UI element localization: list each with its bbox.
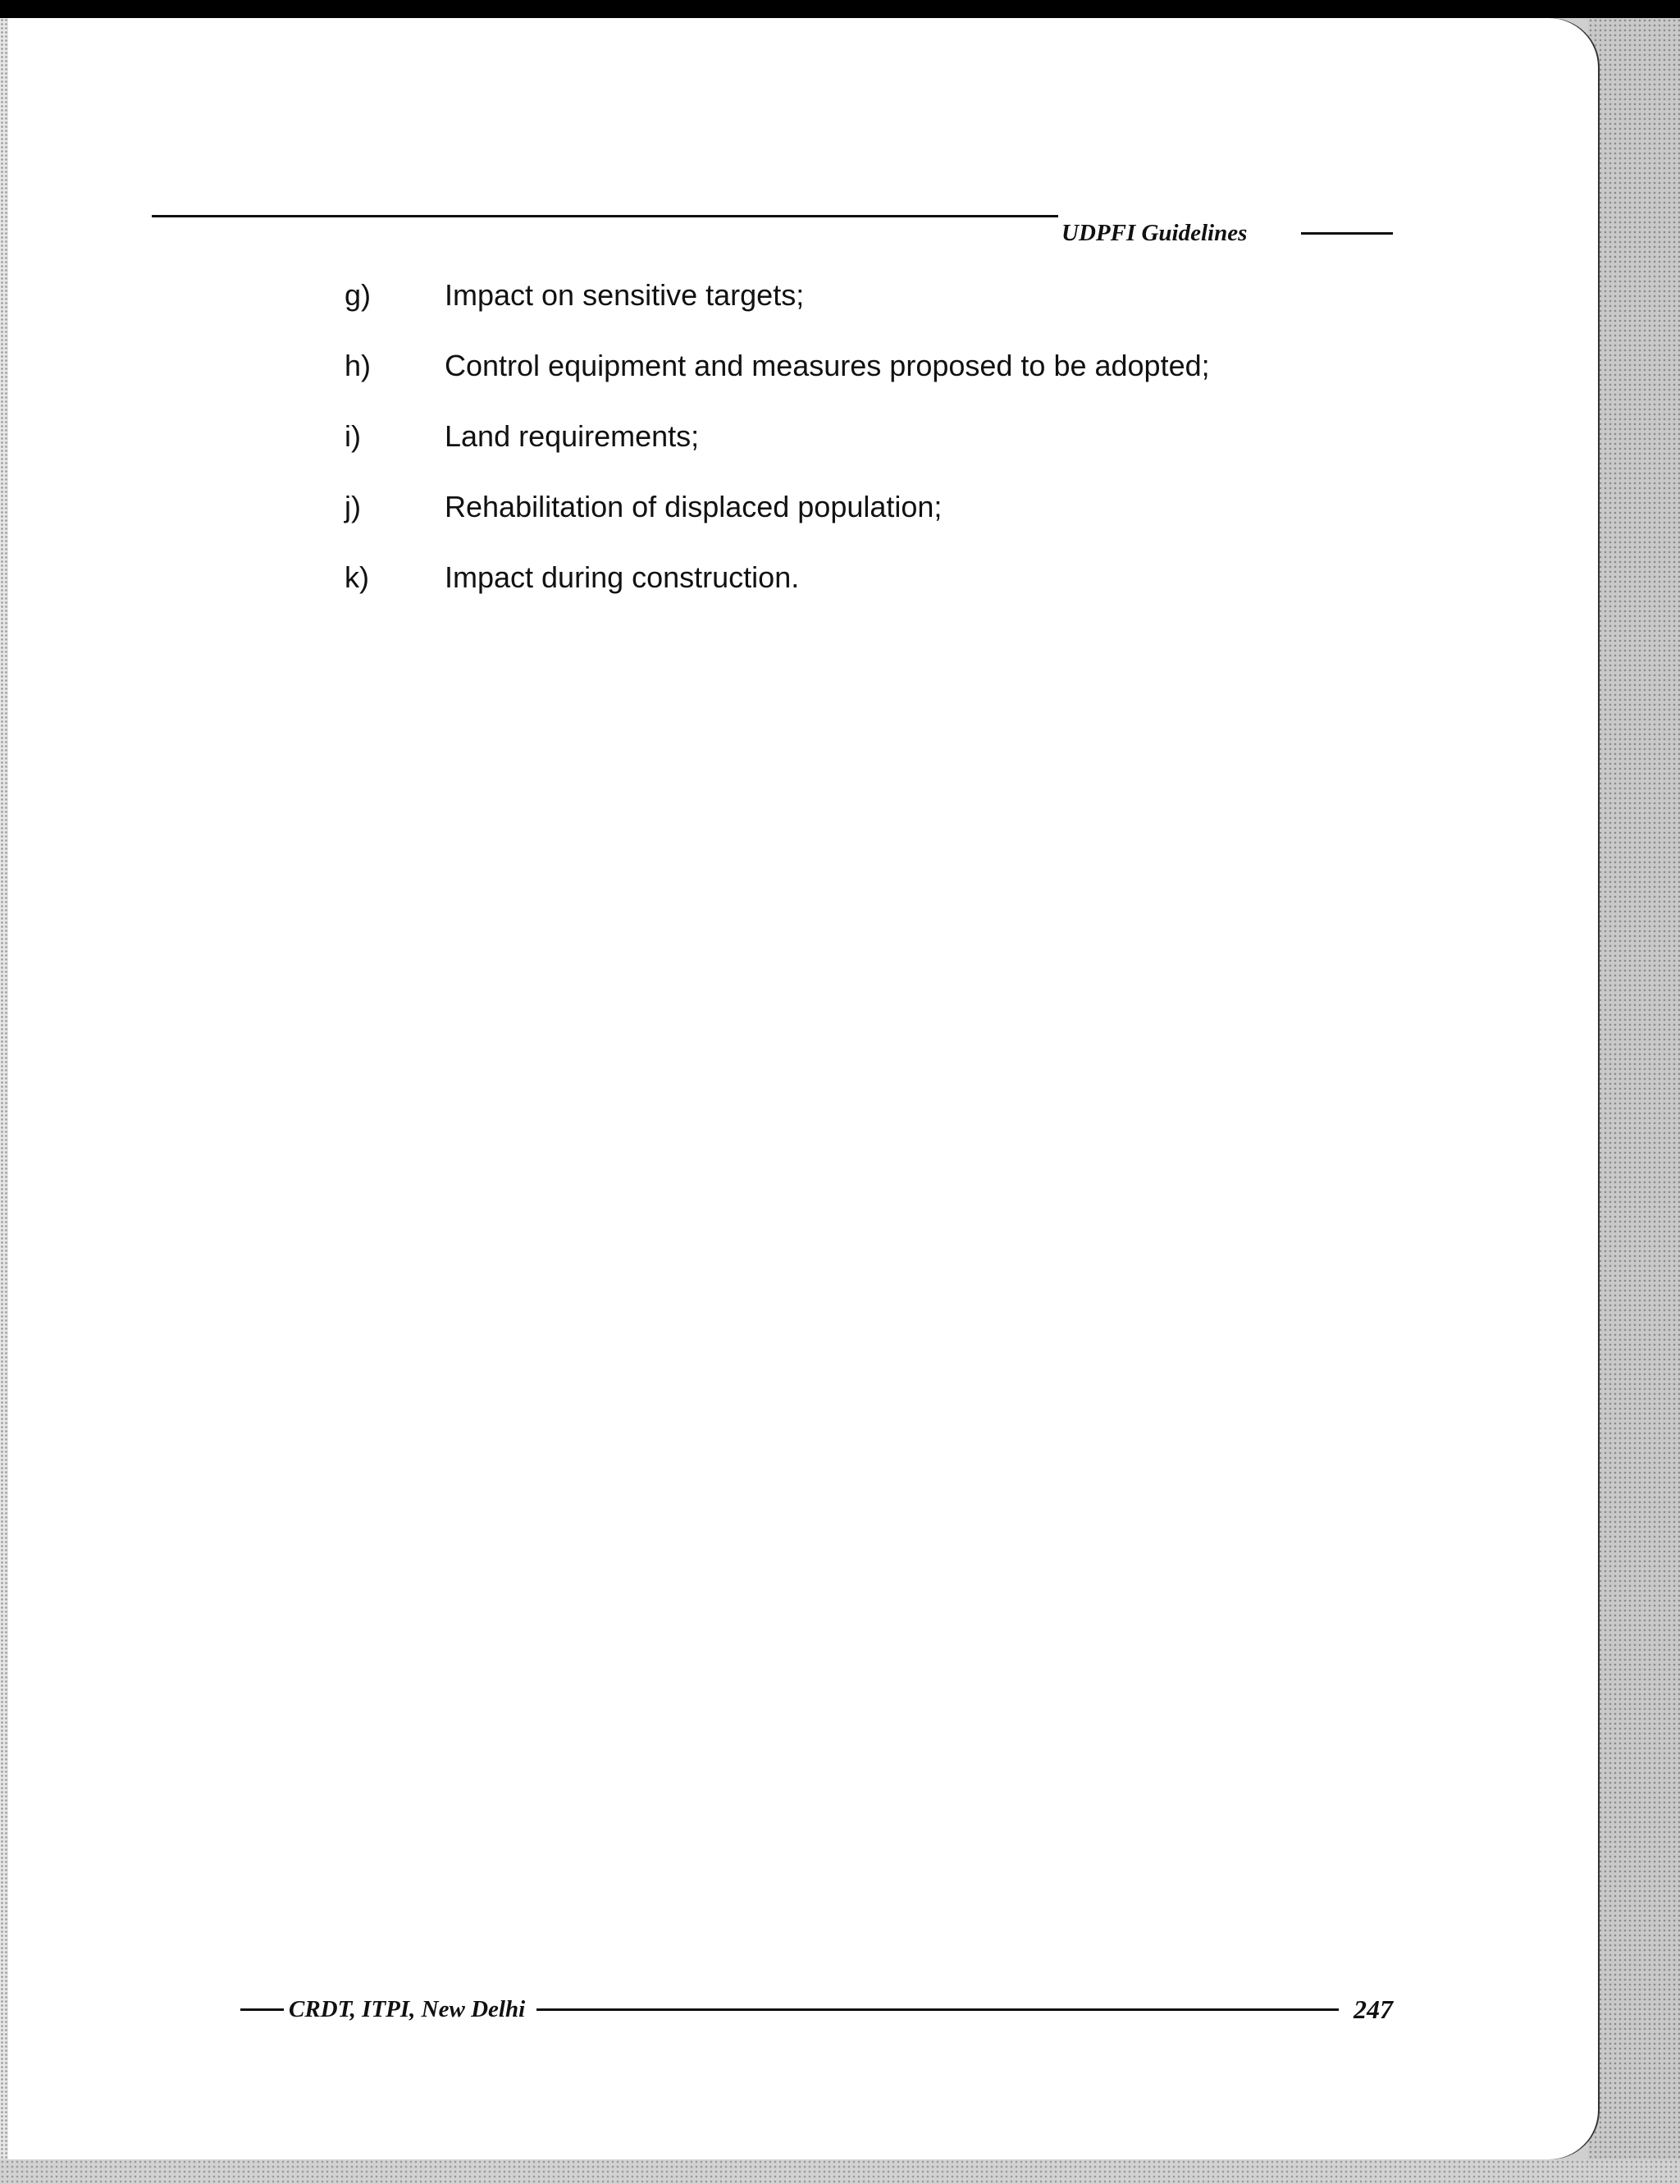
- running-footer: CRDT, ITPI, New Delhi: [289, 1996, 526, 2022]
- list-marker: i): [345, 419, 361, 453]
- scan-bottom-edge: [0, 2159, 1680, 2184]
- document-page: [8, 18, 1598, 2159]
- list-marker: k): [345, 560, 369, 594]
- list-marker: g): [345, 278, 372, 312]
- list-marker: h): [345, 349, 372, 382]
- list-item: [8, 484, 1321, 530]
- list-text: Impact during construction.: [445, 560, 800, 594]
- list-marker: j): [345, 490, 361, 523]
- scan-top-border: [0, 0, 1680, 18]
- header-rule: [152, 215, 1058, 217]
- footer-rule-lead: [240, 2008, 284, 2011]
- header-rule-tail: [1301, 232, 1393, 235]
- running-header: UDPFI Guidelines: [1061, 220, 1248, 246]
- scan-right-edge: [1588, 18, 1680, 2184]
- footer-rule: [536, 2008, 1339, 2011]
- list-text: Rehabilitation of displaced population;: [445, 490, 943, 523]
- list-text: Land requirements;: [445, 419, 700, 453]
- page-number: 247: [1354, 1994, 1393, 2024]
- list-item: [8, 413, 1321, 459]
- list-item: [8, 555, 1321, 601]
- scan-left-edge: [0, 18, 8, 2159]
- list-text: Control equipment and measures proposed to be adopted;: [445, 349, 1210, 382]
- list-item: [8, 272, 1321, 318]
- list-text: Impact on sensitive targets;: [445, 278, 805, 312]
- list-item: [8, 343, 1321, 389]
